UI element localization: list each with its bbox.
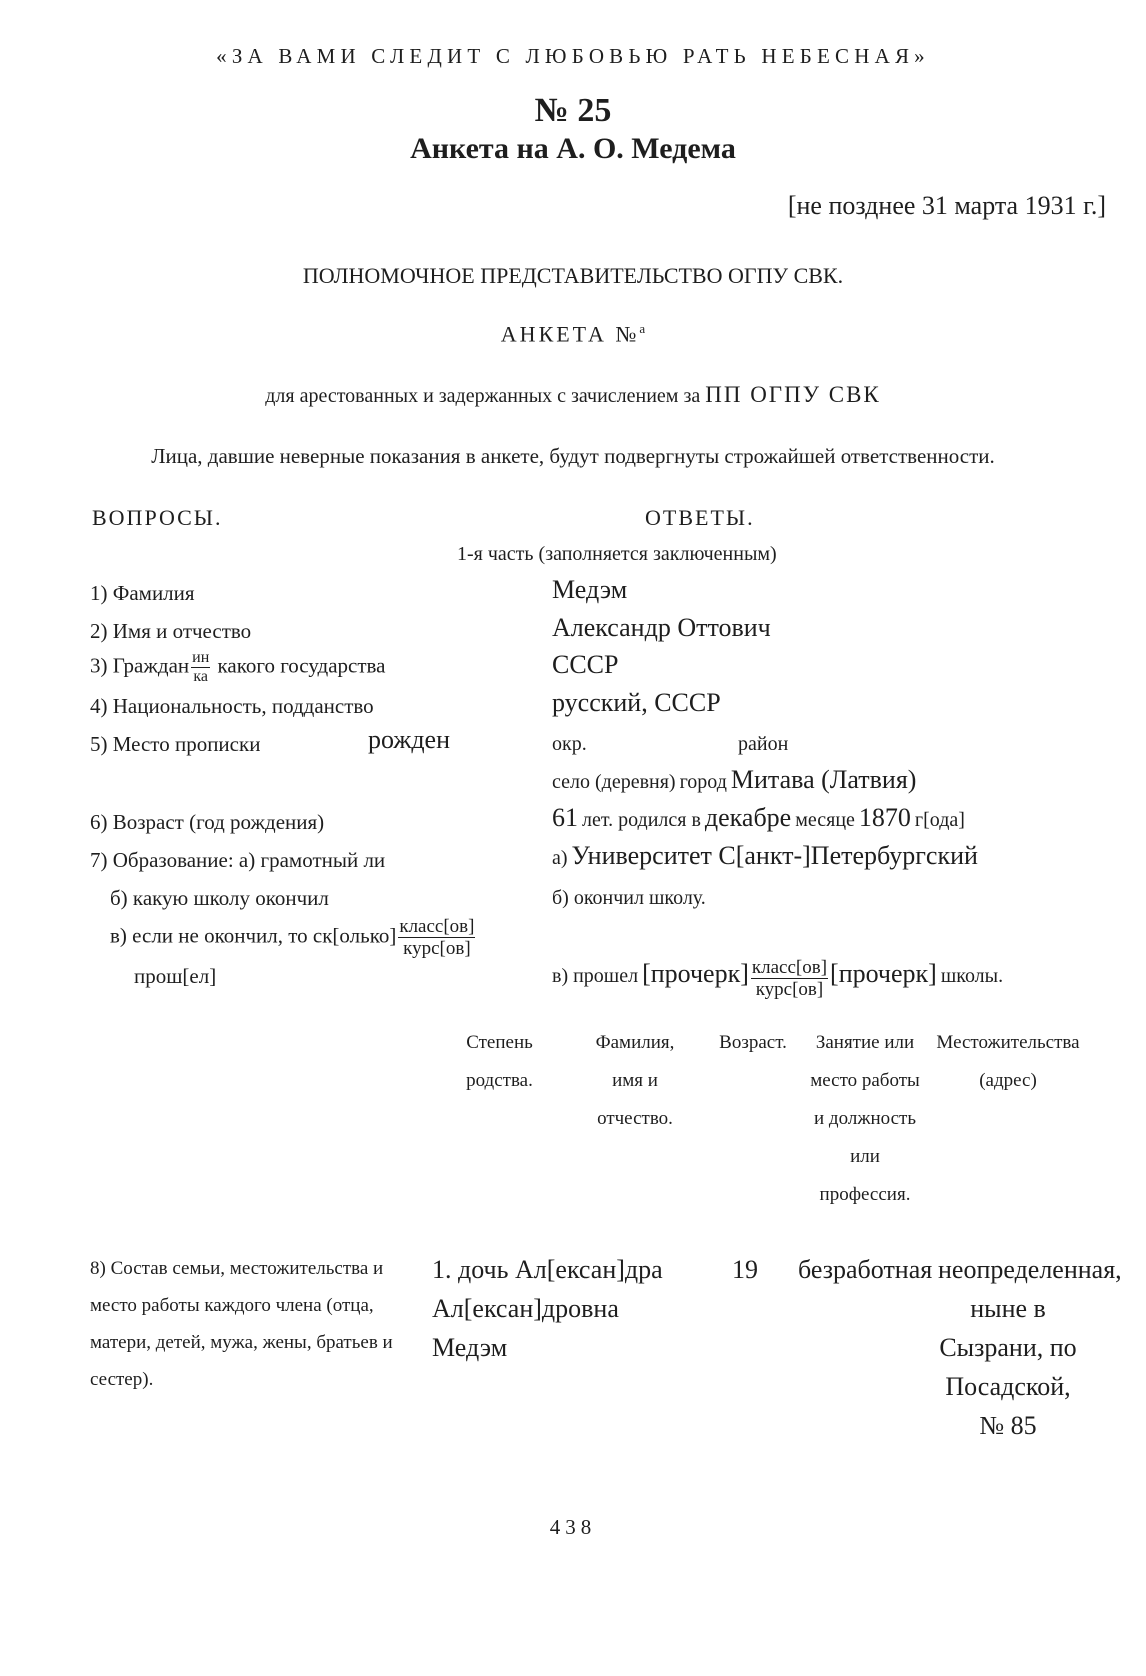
document-title: Анкета на А. О. Медема: [410, 132, 736, 165]
answer-school: б) окончил школу.: [552, 887, 706, 909]
form-subtitle: [0, 383, 1146, 406]
q3-fraction-top: ин: [192, 649, 210, 666]
questions-column-header: ВОПРОСЫ.: [92, 505, 223, 530]
answer-birth-month: декабре: [704, 803, 792, 832]
document-number: № 25: [534, 92, 612, 129]
q3-fraction: [191, 650, 210, 685]
family-member-address: неопределенная, ныне в Сызрани, по Посадской, № 85: [938, 1255, 1122, 1440]
answer-university: Университет С[анкт-]Петербургский: [571, 841, 978, 870]
handwritten-born: рожден: [368, 725, 450, 754]
family-header-relation: Степень родства.: [466, 1032, 533, 1091]
for-whom-text: для арестованных и задержанных с зачислением за: [265, 385, 701, 407]
family-member-name: 1. дочь Ал[ексан]дра Ал[ексан]дровна Медэм: [432, 1255, 663, 1362]
family-header-address: Местожительства (адрес): [936, 1032, 1080, 1091]
answer-citizenship: СССР: [552, 650, 619, 679]
family-member-occupation: безработная: [798, 1255, 933, 1284]
q7c-fraction-top: класс[ов]: [399, 916, 475, 937]
question-nationality: 4) Национальность, подданство: [90, 694, 374, 718]
family-header-age: Возраст.: [719, 1032, 787, 1053]
warning-note: Лица, давшие неверные показания в анкете, будут подвергнуты строжайшей ответственности.: [151, 444, 995, 468]
organization-heading: ПОЛНОМОЧНОЕ ПРЕДСТАВИТЕЛЬСТВО ОГПУ СВК.: [302, 263, 844, 288]
question-school: б) какую школу окончил: [110, 886, 329, 910]
question-surname: 1) Фамилия: [90, 581, 195, 605]
family-header-name: Фамилия, имя и отчество.: [595, 1032, 675, 1129]
answer-birthplace: [552, 767, 916, 793]
answer-year-label: г[ода]: [914, 809, 965, 831]
document-date: [не позднее 31 марта 1931 г.]: [787, 191, 1106, 220]
answer-age-number: 61: [552, 803, 578, 832]
answer-incomplete: [552, 958, 1003, 999]
q7c-fraction-bottom: курс[ов]: [403, 938, 471, 959]
question-incomplete: [110, 917, 477, 958]
form-title-footnote: а: [639, 321, 646, 336]
form-title: [0, 322, 1146, 345]
a7c-suffix: школы.: [940, 965, 1004, 988]
answer-gorod-label: город: [679, 771, 727, 793]
question-residence: 5) Место прописки: [90, 732, 261, 756]
answer-surname: Медэм: [552, 575, 628, 604]
answer-nationality: русский, СССР: [552, 688, 721, 717]
a7c-fraction-bottom: курс[ов]: [755, 979, 824, 1000]
a7c-prefix: в) прошел: [552, 965, 639, 988]
a7c-fraction-top: класс[ов]: [751, 957, 828, 978]
question-passed: прош[ел]: [134, 964, 217, 988]
answer-age-text: лет. родился в: [582, 809, 701, 831]
answer-birth-year: 1870: [858, 803, 911, 832]
question-education: 7) Образование: а) грамотный ли: [90, 848, 386, 872]
family-header-occupation: Занятие или место работы и должность или профессия.: [810, 1032, 920, 1205]
answer-education-a-label: а): [552, 847, 568, 869]
question-name: 2) Имя и отчество: [90, 619, 252, 643]
q3-suffix: какого государства: [217, 653, 386, 678]
q3-fraction-bottom: ка: [193, 668, 209, 685]
answers-column-header: ОТВЕТЫ.: [645, 505, 755, 530]
page-number: 438: [549, 1515, 597, 1539]
answer-okrug-label: окр.: [552, 733, 587, 755]
question-age: 6) Возраст (год рождения): [90, 810, 325, 834]
answer-month-label: месяце: [795, 809, 855, 831]
a7c-fraction: [751, 958, 828, 999]
answer-rayon-label: район: [738, 733, 789, 755]
question-citizenship: [90, 650, 386, 685]
q3-prefix: 3) Граждан: [90, 653, 190, 678]
answer-education-a: [552, 843, 978, 869]
answer-age: [552, 805, 965, 831]
a7c-dash-second: [прочерк]: [830, 959, 937, 989]
question-family: 8) Состав семьи, местожительства и место работы каждого члена (отца, матери, детей, мужа, жены, братьев и сестер).: [90, 1258, 393, 1390]
running-header: «ЗА ВАМИ СЛЕДИТ С ЛЮБОВЬЮ РАТЬ НЕБЕСНАЯ»: [216, 44, 930, 68]
answer-city: Митава (Латвия): [730, 765, 917, 794]
form-title-text: АНКЕТА №: [500, 321, 640, 347]
a7c-dash-first: [прочерк]: [642, 959, 749, 989]
part-one-note: 1-я часть (заполняется заключенным): [457, 543, 777, 565]
answer-name: Александр Оттович: [552, 613, 771, 642]
q7c-fraction: [398, 917, 475, 958]
answer-selo-label: село (деревня): [552, 771, 676, 793]
family-member-age: 19: [732, 1255, 758, 1284]
q7c-prefix: в) если не окончил, то ск[олько]: [110, 923, 397, 948]
for-whom-org: ПП ОГПУ СВК: [705, 382, 881, 407]
